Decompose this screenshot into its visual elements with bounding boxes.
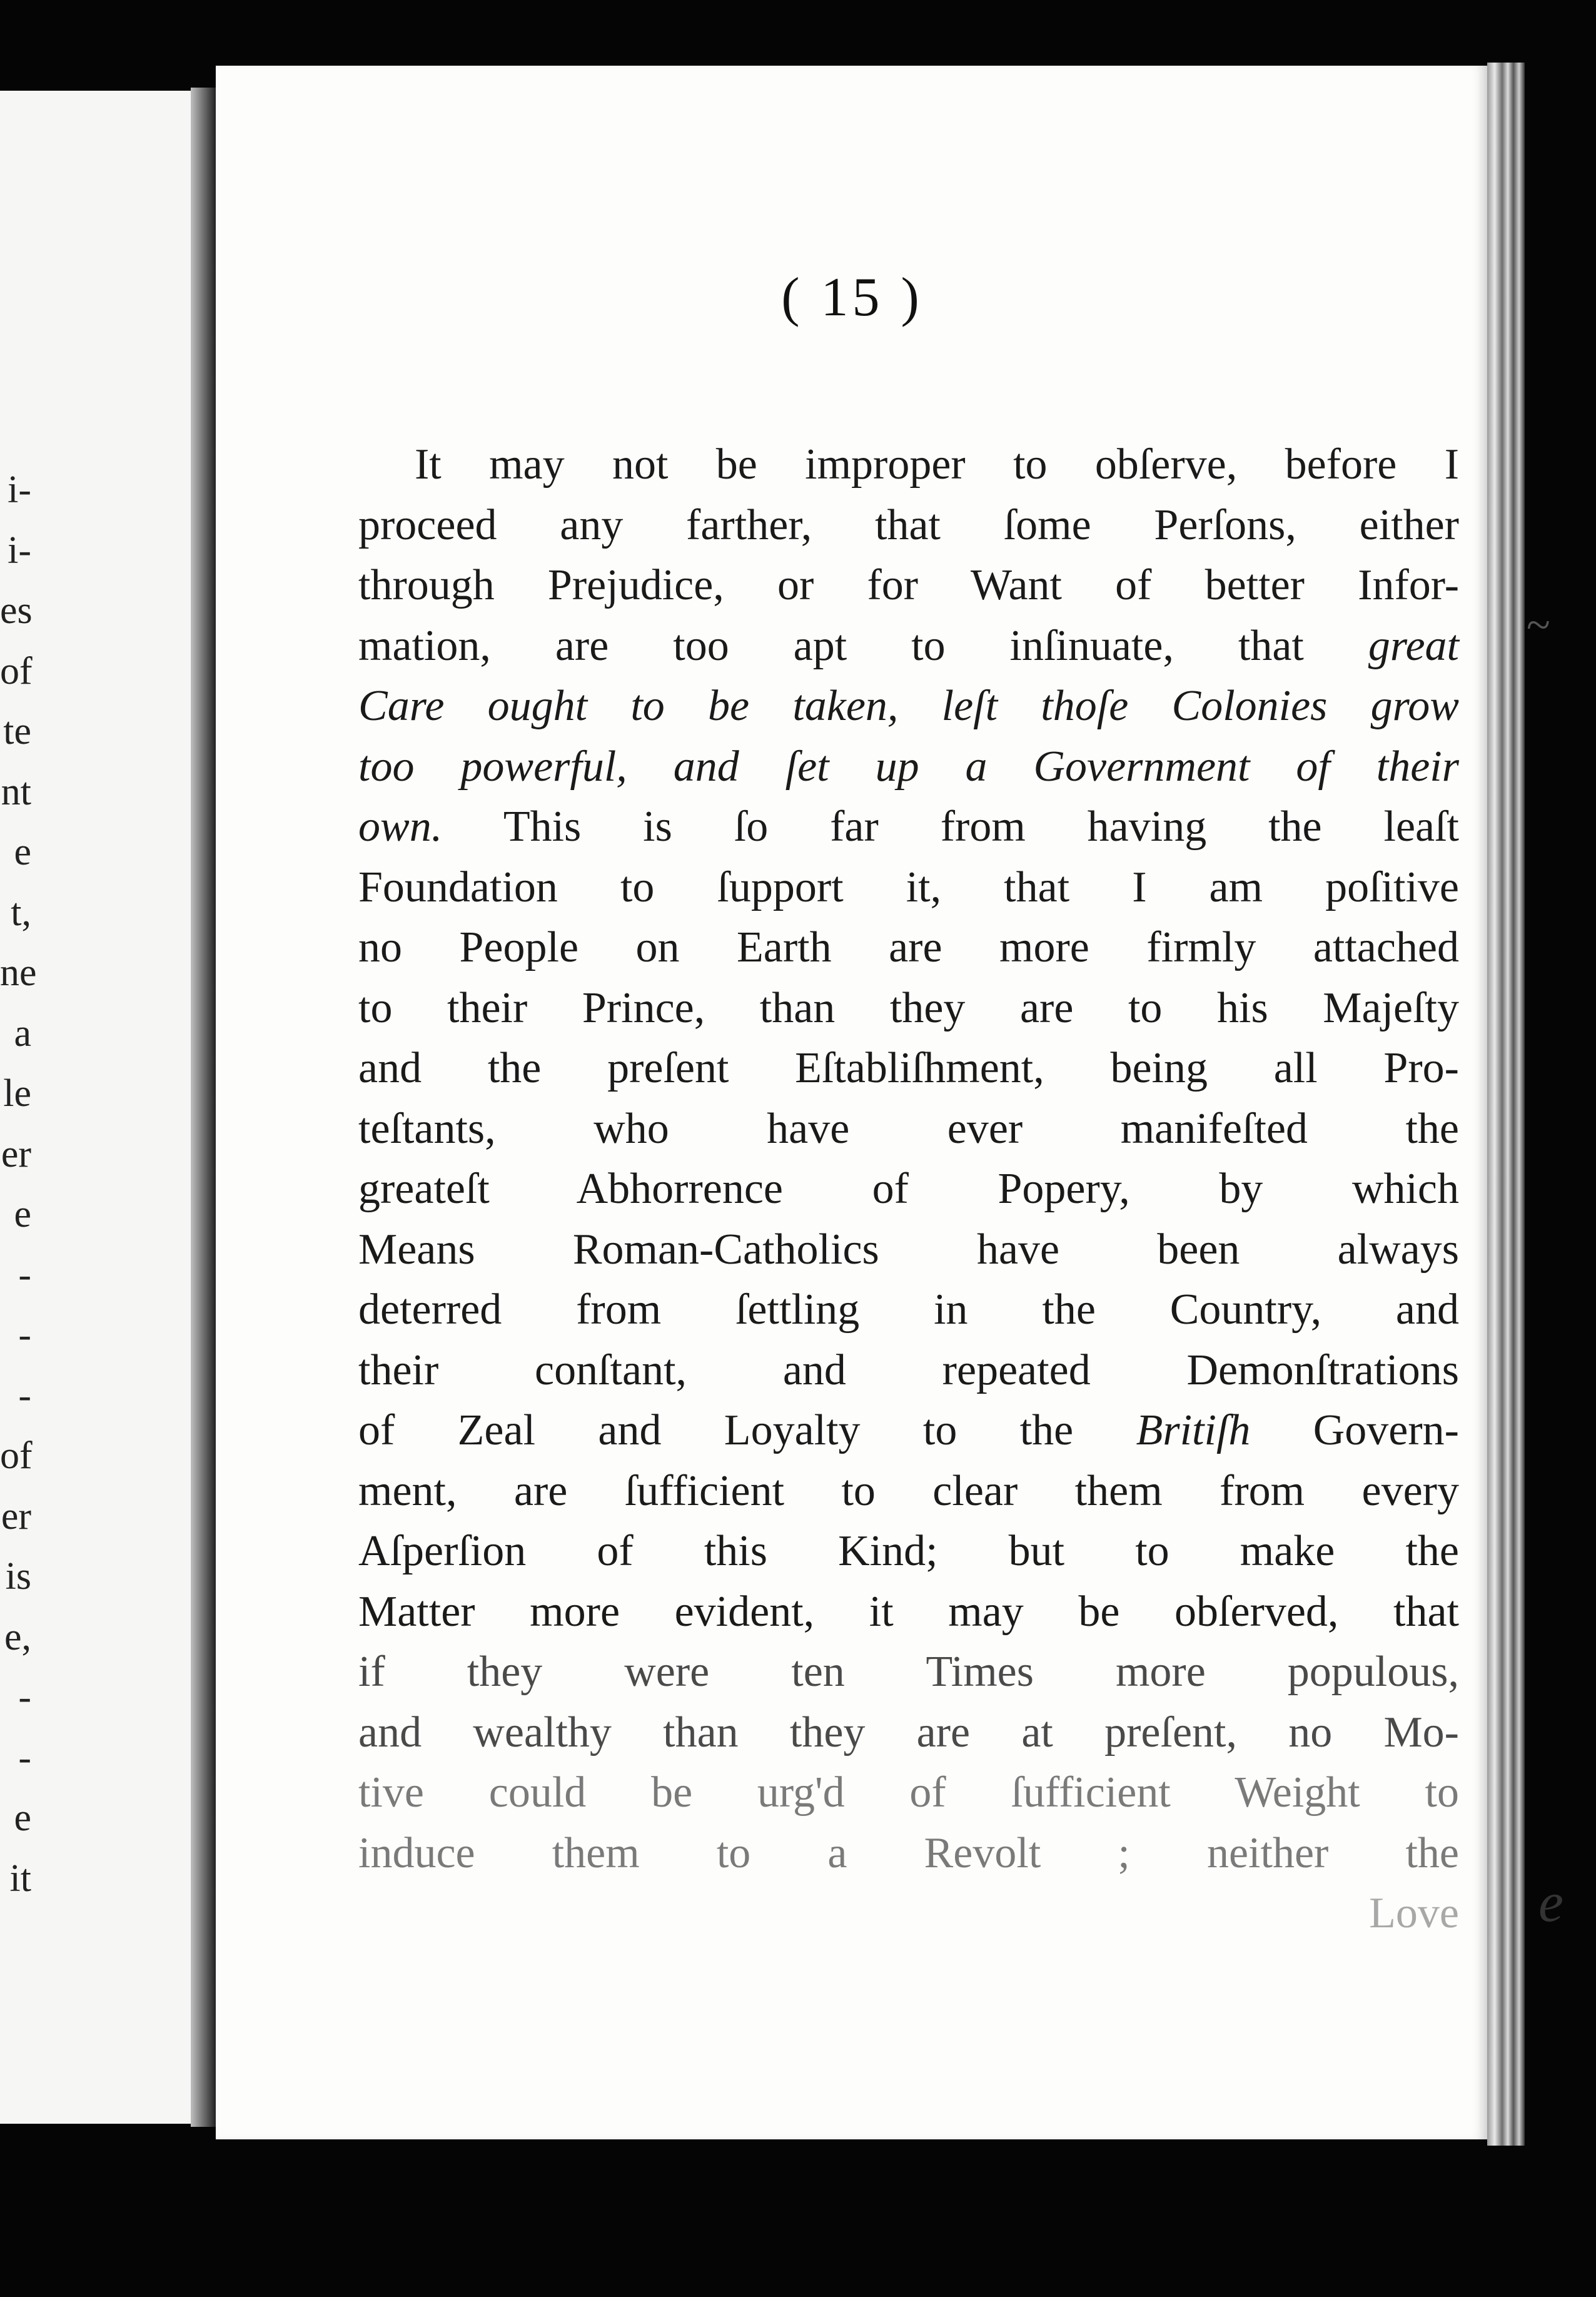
- facing-page-fragment: -: [18, 1374, 31, 1417]
- italic-run: own.: [358, 803, 443, 851]
- text-run: Govern-: [1250, 1406, 1459, 1454]
- facing-page-fragment: is: [5, 1555, 31, 1598]
- text-line: [358, 1461, 1459, 1522]
- margin-mark: e: [1538, 1872, 1563, 1934]
- facing-page-text-fragments: [0, 460, 38, 1909]
- text-line: [358, 1763, 1459, 1823]
- facing-page: [0, 91, 204, 2124]
- facing-page-fragment: te: [3, 710, 31, 753]
- text-run: tive could be urg'd of ſufficient Weight to: [358, 1768, 1459, 1817]
- text-line: [358, 1823, 1459, 1884]
- facing-page-fragment: a: [14, 1012, 31, 1055]
- text-line: [358, 555, 1459, 616]
- text-run: and wealthy than they are at preſent, no Mo-: [358, 1708, 1459, 1757]
- text-line: [358, 1401, 1459, 1461]
- facing-page-fragment: es: [0, 589, 33, 632]
- text-line: [358, 1038, 1459, 1099]
- text-run: teſtants, who have ever manifeſted the: [358, 1104, 1459, 1153]
- text-run: Foundation to ſupport it, that I am poſitive: [358, 863, 1459, 911]
- facing-page-fragment: -: [18, 1314, 31, 1356]
- margin-mark: ~: [1526, 601, 1550, 649]
- italic-run: Britiſh: [1136, 1406, 1251, 1454]
- facing-page-fragment: er: [1, 1494, 31, 1538]
- text-line: [358, 1280, 1459, 1341]
- text-line: [358, 676, 1459, 737]
- text-line: [358, 1099, 1459, 1160]
- body-text: [358, 435, 1459, 1944]
- page-number: ( 15 ): [781, 267, 923, 328]
- page-edges: [1487, 63, 1525, 2146]
- italic-run: Care ought to be taken, leſt thoſe Colonies grow: [358, 682, 1459, 730]
- catchword: [358, 1884, 1459, 1944]
- text-run: It may not be improper to obſerve, before I: [415, 440, 1459, 489]
- facing-page-fragment: e: [14, 1797, 31, 1839]
- text-run: to their Prince, than they are to his Majeſty: [358, 983, 1459, 1032]
- text-run: and the preſent Eſtabliſhment, being all Pro-: [358, 1044, 1459, 1092]
- text-run: Aſperſion of this Kind; but to make the: [358, 1527, 1459, 1575]
- text-run: deterred from ſettling in the Country, and: [358, 1285, 1459, 1334]
- text-line: [358, 1582, 1459, 1643]
- italic-run: too powerful, and ſet up a Government of their: [358, 742, 1459, 791]
- text-line: [358, 1341, 1459, 1401]
- facing-page-fragment: -: [18, 1676, 31, 1718]
- book-page: [216, 66, 1488, 2139]
- text-line: [358, 737, 1459, 798]
- facing-page-fragment: of: [0, 649, 33, 692]
- text-line: [358, 1220, 1459, 1280]
- italic-run: great: [1368, 621, 1459, 670]
- text-run: mation, are too apt to inſinuate, that: [358, 621, 1368, 670]
- text-run: ment, are ſufficient to clear them from every: [358, 1466, 1459, 1515]
- text-run: induce them to a Revolt ; neither the: [358, 1828, 1459, 1877]
- facing-page-fragment: er: [1, 1132, 31, 1175]
- text-line: [358, 978, 1459, 1039]
- facing-page-fragment: ne: [0, 951, 37, 994]
- text-line: [358, 495, 1459, 556]
- facing-page-fragment: e: [14, 1193, 31, 1235]
- text-line: [358, 1521, 1459, 1582]
- text-run: proceed any farther, that ſome Perſons, either: [358, 500, 1459, 549]
- facing-page-fragment: i-: [8, 529, 31, 572]
- text-line: [358, 435, 1459, 495]
- text-line: [358, 858, 1459, 918]
- facing-page-fragment: of: [0, 1434, 33, 1477]
- facing-page-fragment: nt: [1, 770, 31, 813]
- text-run: greateſt Abhorrence of Popery, by which: [358, 1165, 1459, 1213]
- facing-page-fragment: le: [3, 1072, 31, 1115]
- text-line: [358, 797, 1459, 858]
- facing-page-fragment: i-: [8, 469, 31, 511]
- text-line: [358, 616, 1459, 677]
- text-run: through Prejudice, or for Want of better Infor-: [358, 561, 1459, 609]
- text-line: [358, 1642, 1459, 1703]
- text-run: of Zeal and Loyalty to the: [358, 1406, 1136, 1454]
- facing-page-fragment: it: [9, 1857, 31, 1900]
- text-line: [358, 918, 1459, 978]
- text-line: [358, 1159, 1459, 1220]
- gutter-shadow: [191, 88, 216, 2127]
- text-run: Means Roman-Catholics have been always: [358, 1225, 1459, 1274]
- text-run: if they were ten Times more populous,: [358, 1648, 1459, 1696]
- facing-page-fragment: t,: [11, 891, 31, 934]
- facing-page-fragment: e,: [4, 1615, 31, 1658]
- text-run: Love: [1369, 1889, 1459, 1937]
- text-run: This is ſo far from having the leaſt: [442, 803, 1459, 851]
- facing-page-fragment: -: [18, 1253, 31, 1296]
- text-run: no People on Earth are more firmly attached: [358, 923, 1459, 971]
- text-run: Matter more evident, it may be obſerved, that: [358, 1587, 1459, 1636]
- text-line: [358, 1703, 1459, 1763]
- facing-page-fragment: e: [14, 831, 31, 873]
- text-run: their conſtant, and repeated Demonſtrations: [358, 1346, 1459, 1394]
- facing-page-fragment: -: [18, 1736, 31, 1779]
